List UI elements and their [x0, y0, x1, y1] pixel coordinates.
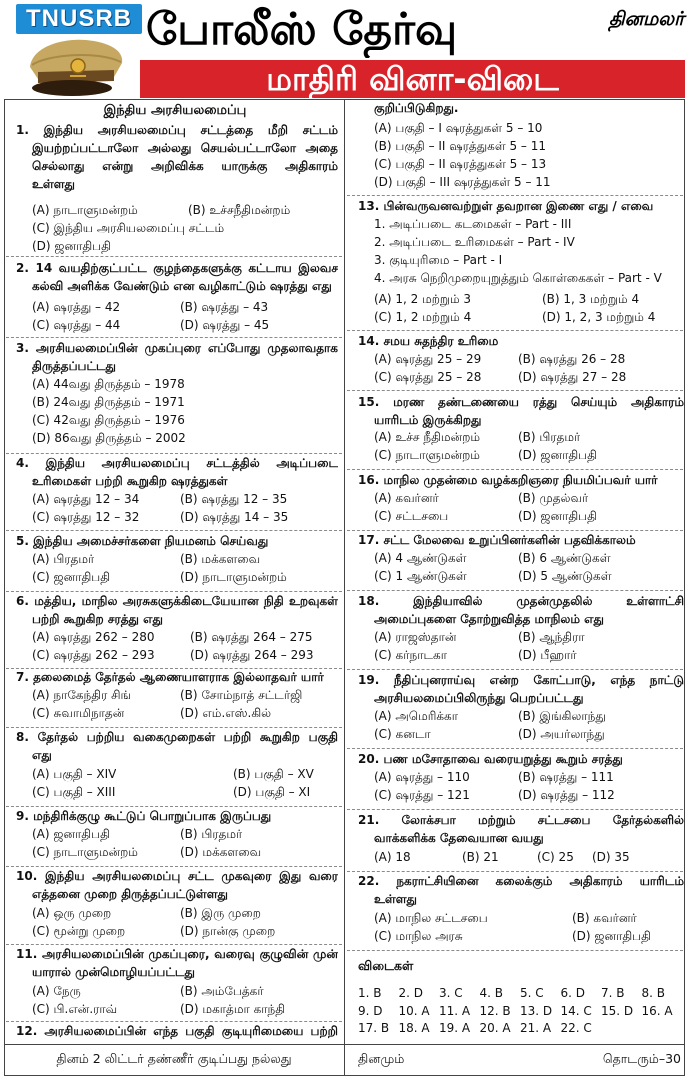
answer-item: 1. B — [358, 986, 382, 1000]
answer-item: 5. C — [520, 986, 544, 1000]
question-separator — [347, 330, 683, 331]
question-11-line — [12, 963, 338, 981]
question-2-option: (B) ஷரத்து – 43 — [180, 300, 269, 314]
question-14-option: (C) ஷரத்து 25 – 28 — [374, 370, 482, 384]
question-11-option: (B) அம்பேத்கர் — [180, 984, 264, 998]
question-9-option: (A) ஜனாதிபதி — [32, 827, 110, 841]
question-6-number: 6. — [16, 594, 29, 608]
question-13-statement: 1. அடிப்படை கடமைகள் – Part - III — [374, 217, 572, 231]
question-1-text: செல்லாது என்று அறிவிக்க யாருக்கு அதிகாரம் — [32, 159, 338, 173]
question-separator — [6, 337, 342, 338]
question-8-option: (C) பகுதி – XIII — [32, 785, 116, 799]
question-16-text: மாநில முதன்மை வழக்கறிஞரை நியமிப்பவர் யார் — [383, 473, 658, 487]
question-15-option: (D) ஜனாதிபதி — [518, 448, 597, 462]
question-16-option: (C) சட்டசபை — [374, 509, 449, 523]
question-7-option: (C) சுவாமிநாதன் — [32, 706, 125, 720]
question-9-text: மந்திரிக்குழு கூட்டுப் பொறுப்பாக இருப்பது — [33, 809, 272, 823]
question-4-line — [12, 472, 338, 490]
question-15-line — [354, 393, 684, 411]
question-10-line — [12, 867, 338, 885]
question-1-text: உள்ளது — [32, 177, 75, 191]
question-16-option: (A) கவர்னர் — [374, 491, 439, 505]
question-21-text: லோக்சபா மற்றும் சட்டசபை தேர்தல்களில் — [401, 813, 684, 827]
question-12-text: அரசியலமைப்பின் எந்த பகுதி குடியுரிமையை பற்றி — [44, 1024, 338, 1038]
answer-item: 11. A — [439, 1003, 471, 1018]
question-9-option: (D) மக்களவை — [180, 845, 262, 859]
question-4-text: இந்திய அரசியலமைப்பு சட்டத்தில் அடிப்படை — [45, 456, 338, 470]
question-19-text: அரசியலமைப்பிலிருந்து பெறப்பட்டது — [374, 691, 584, 705]
question-11-text: யாரால் முன்மொழியப்பட்டது — [32, 965, 195, 979]
question-7-option: (D) எம்.எஸ்.கில் — [180, 706, 272, 720]
question-13-line — [354, 197, 684, 215]
question-17-option: (B) 6 ஆண்டுகள் — [518, 551, 611, 565]
question-2-number: 2. — [16, 261, 29, 275]
question-20-number: 20. — [358, 752, 380, 766]
page-title: போலீஸ் தேர்வு — [146, 4, 458, 55]
question-22-line — [354, 890, 684, 908]
answer-item: 8. B — [641, 986, 665, 1000]
question-7-number: 7. — [16, 670, 29, 684]
question-14-option: (B) ஷரத்து 26 – 28 — [518, 352, 626, 366]
question-20-text: பண மசோதாவை வரையறுத்து கூறும் சரத்து — [383, 752, 623, 766]
question-5-text: இந்திய அமைச்சர்களை நியமனம் செய்வது — [33, 534, 269, 548]
question-separator — [6, 944, 342, 945]
question-separator — [6, 591, 342, 592]
question-21-line — [354, 811, 684, 829]
question-19-option: (A) அமெரிக்கா — [374, 709, 458, 723]
question-22-number: 22. — [358, 874, 380, 888]
question-22-option: (B) கவர்னர் — [572, 911, 637, 925]
question-8-text: எது — [32, 748, 52, 762]
question-6-option: (D) ஷரத்து 264 – 293 — [190, 648, 314, 662]
question-4-number: 4. — [16, 456, 29, 470]
question-separator — [347, 390, 683, 391]
question-2-line — [12, 259, 338, 277]
question-17-option: (D) 5 ஆண்டுகள் — [518, 569, 612, 583]
question-separator — [347, 530, 683, 531]
question-19-option: (B) இங்கிலாந்து — [518, 709, 606, 723]
question-13-text: பின்வருவனவற்றுள் தவறான இணை எது / எவை — [383, 199, 654, 213]
question-15-number: 15. — [358, 395, 380, 409]
question-6-option: (B) ஷரத்து 264 – 275 — [190, 630, 313, 644]
question-12-option: (B) பகுதி – II ஷரத்துகள் 5 – 11 — [374, 139, 546, 153]
answer-item: 12. B — [479, 1003, 511, 1018]
answer-item: 13. D — [520, 1003, 553, 1018]
question-1-option: (C) இந்திய அரசியலமைப்பு சட்டம் — [32, 221, 225, 235]
question-20-line — [354, 750, 684, 768]
question-20-option: (C) ஷரத்து – 121 — [374, 788, 470, 802]
answers-heading: விடைகள் — [358, 958, 414, 973]
question-18-option: (A) ராஜஸ்தான் — [374, 630, 457, 644]
question-8-option: (A) பகுதி – XIV — [32, 767, 117, 781]
answer-item: 9. D — [358, 1003, 383, 1018]
question-3-line — [12, 357, 338, 375]
question-separator — [347, 809, 683, 810]
question-10-number: 10. — [16, 869, 38, 883]
question-17-line — [354, 531, 684, 549]
question-19-option: (C) கனடா — [374, 727, 431, 741]
question-5-option: (A) பிரதமர் — [32, 552, 95, 566]
question-15-option: (C) நாடாளுமன்றம் — [374, 448, 480, 462]
question-17-text: சட்ட மேலவை உறுப்பினர்களின் பதவிக்காலம் — [383, 533, 636, 547]
answer-item: 7. B — [601, 986, 625, 1000]
answer-item: 3. C — [439, 986, 463, 1000]
question-11-option: (C) பி.என்.ராவ் — [32, 1002, 118, 1016]
question-18-option: (D) பீஹார் — [518, 648, 577, 662]
question-7-text: தலைமைத் தேர்தல் ஆணையாளராக இல்லாதவர் யார் — [33, 670, 324, 684]
question-15-line — [354, 411, 684, 429]
question-22-option: (A) மாநில சட்டசபை — [374, 911, 488, 925]
question-4-option: (C) ஷரத்து 12 – 32 — [32, 510, 140, 524]
question-19-text: நீதிப்புனராய்வு என்ற கோட்பாடு, எந்த நாட்டு — [393, 673, 684, 687]
question-8-line — [12, 728, 338, 746]
answer-item: 22. C — [560, 1021, 592, 1035]
question-8-line — [12, 746, 338, 764]
question-18-text: இந்தியாவில் முதன்முதலில் உள்ளாட்சி — [413, 594, 684, 608]
question-8-number: 8. — [16, 730, 29, 744]
answer-item: 19. A — [439, 1021, 471, 1035]
question-11-line — [12, 945, 338, 963]
question-7-option: (A) நாகேந்திர சிங் — [32, 688, 132, 702]
question-17-number: 17. — [358, 533, 380, 547]
question-19-line — [354, 671, 684, 689]
question-2-option: (C) ஷரத்து – 44 — [32, 318, 121, 332]
question-2-text: 14 வயதிற்குட்பட்ட குழந்தைகளுக்கு கட்டாய இலவச — [35, 261, 338, 275]
question-3-option: (D) 86வது திருத்தம் – 2002 — [32, 431, 186, 445]
question-10-line — [12, 885, 338, 903]
question-22-option: (C) மாநில அரசு — [374, 929, 463, 943]
question-2-text: கல்வி அளிக்க வேண்டும் என வழிகாட்டும் ஷரத்து எது — [32, 279, 332, 293]
question-separator — [347, 871, 683, 872]
question-15-option: (B) பிரதமர் — [518, 430, 581, 444]
question-22-text: உள்ளது — [374, 892, 417, 906]
question-separator — [347, 590, 683, 591]
question-13-statement: 3. குடியுரிமை – Part - I — [374, 253, 503, 267]
question-22-line — [354, 872, 684, 890]
question-13-option: (A) 1, 2 மற்றும் 3 — [374, 292, 472, 306]
question-8-option: (B) பகுதி – XV — [233, 767, 314, 781]
question-separator — [6, 256, 342, 257]
question-21-text: வாக்களிக்க தேவையான வயது — [374, 831, 544, 845]
question-11-option: (D) மகாத்மா காந்தி — [180, 1002, 286, 1016]
question-12-line — [354, 99, 684, 117]
question-16-option: (D) ஜனாதிபதி — [518, 509, 597, 523]
answer-item: 17. B — [358, 1021, 390, 1035]
answer-item: 20. A — [479, 1021, 511, 1035]
question-separator — [6, 453, 342, 454]
question-1-text: இந்திய அரசியலமைப்பு சட்டத்தை மீறி சட்டம் — [43, 123, 338, 137]
question-10-option: (B) இரு முறை — [180, 906, 261, 920]
question-6-option: (A) ஷரத்து 262 – 280 — [32, 630, 155, 644]
question-3-option: (C) 42வது திருத்தம் – 1976 — [32, 413, 185, 427]
question-18-line — [354, 592, 684, 610]
question-16-option: (B) முதல்வர் — [518, 491, 589, 505]
question-6-text: மத்திய, மாநில அரசுகளுக்கிடையேயான நிதி உறவுகள் — [34, 594, 338, 608]
question-6-text: பற்றி கூறுகிற சரத்து எது — [32, 612, 163, 626]
question-16-number: 16. — [358, 473, 380, 487]
question-separator — [347, 748, 683, 749]
question-5-option: (C) ஜனாதிபதி — [32, 570, 111, 584]
tnusrb-badge: TNUSRB — [16, 4, 142, 34]
question-12-text: குறிப்பிடுகிறது. — [374, 101, 459, 115]
subtitle-text: மாதிரி வினா-விடை — [266, 60, 559, 98]
question-13-statement: 2. அடிப்படை உரிமைகள் – Part - IV — [374, 235, 575, 249]
answer-item: 6. D — [560, 986, 586, 1000]
answer-item: 16. A — [641, 1003, 673, 1018]
question-9-number: 9. — [16, 809, 29, 823]
question-13-option: (D) 1, 2, 3 மற்றும் 4 — [542, 310, 656, 324]
question-1-line — [12, 157, 338, 175]
question-2-line — [12, 277, 338, 295]
question-separator — [6, 530, 342, 531]
question-11-option: (A) நேரு — [32, 984, 81, 998]
question-19-option: (D) அயர்லாந்து — [518, 727, 605, 741]
question-15-text: மரண தண்டணையை ரத்து செய்யும் அதிகாரம் — [393, 395, 684, 409]
question-1-line — [12, 175, 338, 193]
dinamalar-logo: தினமலர் — [609, 8, 684, 30]
question-2-option: (D) ஷரத்து – 45 — [180, 318, 270, 332]
question-18-option: (C) கர்நாடகா — [374, 648, 447, 662]
question-4-text: உரிமைகள் பற்றி கூறுகிற ஷரத்துகள் — [32, 474, 228, 488]
question-19-number: 19. — [358, 673, 380, 687]
question-18-line — [354, 610, 684, 628]
question-15-option: (A) உச்ச நீதிமன்றம் — [374, 430, 481, 444]
question-20-option: (B) ஷரத்து – 111 — [518, 770, 614, 784]
question-1-number: 1. — [16, 123, 29, 137]
question-3-option: (B) 24வது திருத்தம் – 1971 — [32, 395, 185, 409]
question-separator — [347, 195, 683, 196]
question-10-text: எத்தனை முறை திருத்தப்பட்டுள்ளது — [32, 887, 228, 901]
question-20-option: (A) ஷரத்து – 110 — [374, 770, 470, 784]
question-separator — [6, 866, 342, 867]
question-13-number: 13. — [358, 199, 380, 213]
section-title: இந்திய அரசியலமைப்பு — [103, 103, 247, 118]
question-22-text: நகராட்சியினை கலைக்கும் அதிகாரம் யாரிடம் — [396, 874, 684, 888]
question-13-statement: 4. அரசு நெறிமுறையுறுத்தும் கொள்கைகள் – Part - V — [374, 271, 662, 285]
question-21-option: (B) 21 — [462, 850, 499, 864]
question-1-line — [12, 121, 338, 139]
question-14-option: (D) ஷரத்து 27 – 28 — [518, 370, 627, 384]
question-separator — [347, 669, 683, 670]
question-5-line — [12, 532, 338, 550]
question-19-line — [354, 689, 684, 707]
question-4-line — [12, 454, 338, 472]
question-7-option: (B) சோம்நாத் சட்டர்ஜி — [180, 688, 303, 702]
question-17-option: (C) 1 ஆண்டுகள் — [374, 569, 467, 583]
question-12-line — [12, 1022, 338, 1040]
question-11-text: அரசியலமைப்பின் முகப்புரை, வரைவு குழுவின் முன் — [42, 947, 338, 961]
question-9-option: (C) நாடாளுமன்றம் — [32, 845, 138, 859]
question-3-text: அரசியலமைப்பின் முகப்புரை எப்போது முதலாவதாக — [35, 341, 338, 355]
column-divider — [344, 99, 345, 1076]
question-separator — [6, 727, 342, 728]
question-4-option: (D) ஷரத்து 14 – 35 — [180, 510, 289, 524]
question-6-option: (C) ஷரத்து 262 – 293 — [32, 648, 155, 662]
question-7-line — [12, 668, 338, 686]
question-15-text: யாரிடம் இருக்கிறது — [374, 413, 482, 427]
question-separator — [347, 950, 683, 951]
question-21-option: (A) 18 — [374, 850, 411, 864]
question-9-option: (B) பிரதமர் — [180, 827, 243, 841]
question-18-text: அமைப்புகளை தோற்றுவித்த மாநிலம் எது — [374, 612, 604, 626]
question-12-number: 12. — [16, 1024, 38, 1038]
question-separator — [347, 469, 683, 470]
question-10-option: (D) நான்கு முறை — [180, 924, 276, 938]
question-14-line — [354, 332, 684, 350]
answer-item: 15. D — [601, 1003, 634, 1018]
answer-item: 2. D — [398, 986, 424, 1000]
question-21-option: (D) 35 — [592, 850, 630, 864]
question-18-option: (B) ஆந்திரா — [518, 630, 585, 644]
question-1-option: (A) நாடாளுமன்றம் — [32, 203, 138, 217]
question-13-option: (C) 1, 2 மற்றும் 4 — [374, 310, 472, 324]
question-5-number: 5. — [16, 534, 29, 548]
question-20-option: (D) ஷரத்து – 112 — [518, 788, 615, 802]
question-12-option: (A) பகுதி – I ஷரத்துகள் 5 – 10 — [374, 121, 543, 135]
question-10-option: (C) மூன்று முறை — [32, 924, 126, 938]
question-separator — [6, 1021, 342, 1022]
question-8-text: தேர்தல் பற்றிய வகைமுறைகள் பற்றி கூறுகிற பகுதி — [37, 730, 338, 744]
question-3-line — [12, 339, 338, 357]
answer-item: 14. C — [560, 1003, 592, 1018]
question-9-line — [12, 807, 338, 825]
question-21-option: (C) 25 — [537, 850, 574, 864]
footer-divider — [4, 1044, 685, 1045]
question-3-text: திருத்தப்பட்டது — [32, 359, 116, 373]
question-22-option: (D) ஜனாதிபதி — [572, 929, 651, 943]
question-5-option: (B) மக்களவை — [180, 552, 261, 566]
question-18-number: 18. — [358, 594, 380, 608]
question-12-option: (C) பகுதி – II ஷரத்துகள் 5 – 13 — [374, 157, 547, 171]
question-1-text: இயற்றப்பட்டாலோ அல்லது செயல்பட்டாலோ அதை — [32, 141, 338, 155]
footer-tip: தினம் 2 லிட்டர் தண்ணீர் குடிப்பது நல்லது — [56, 1051, 292, 1066]
question-separator — [6, 668, 342, 669]
question-4-option: (A) ஷரத்து 12 – 34 — [32, 492, 140, 506]
question-14-option: (A) ஷரத்து 25 – 29 — [374, 352, 482, 366]
footer-daily: தினமும் — [358, 1051, 405, 1066]
question-separator — [6, 806, 342, 807]
question-1-option: (D) ஜனாதிபதி — [32, 239, 111, 253]
answer-item: 21. A — [520, 1021, 552, 1035]
question-13-option: (B) 1, 3 மற்றும் 4 — [542, 292, 640, 306]
question-21-number: 21. — [358, 813, 380, 827]
question-14-text: சமய சுதந்திர உரிமை — [383, 334, 499, 348]
question-17-option: (A) 4 ஆண்டுகள் — [374, 551, 467, 565]
question-1-line — [12, 139, 338, 157]
footer-series: தொடரும்–30 — [602, 1051, 681, 1066]
question-12-option: (D) பகுதி – III ஷரத்துகள் 5 – 11 — [374, 175, 551, 189]
answer-item: 18. A — [398, 1021, 430, 1035]
question-16-line — [354, 471, 684, 489]
question-14-number: 14. — [358, 334, 380, 348]
answer-item: 4. B — [479, 986, 503, 1000]
question-10-text: இந்திய அரசியலமைப்பு சட்ட முகவுரை இது வரை — [44, 869, 338, 883]
answer-item: 10. A — [398, 1003, 430, 1018]
question-21-line — [354, 829, 684, 847]
question-6-line — [12, 592, 338, 610]
police-cap-icon — [24, 36, 128, 98]
question-1-option: (B) உச்சநீதிமன்றம் — [188, 203, 291, 217]
question-11-number: 11. — [16, 947, 38, 961]
question-3-option: (A) 44வது திருத்தம் – 1978 — [32, 377, 185, 391]
question-10-option: (A) ஒரு முறை — [32, 906, 112, 920]
question-2-option: (A) ஷரத்து – 42 — [32, 300, 121, 314]
question-4-option: (B) ஷரத்து 12 – 35 — [180, 492, 288, 506]
question-8-option: (D) பகுதி – XI — [233, 785, 311, 799]
question-3-number: 3. — [16, 341, 29, 355]
question-5-option: (D) நாடாளுமன்றம் — [180, 570, 287, 584]
question-6-line — [12, 610, 338, 628]
